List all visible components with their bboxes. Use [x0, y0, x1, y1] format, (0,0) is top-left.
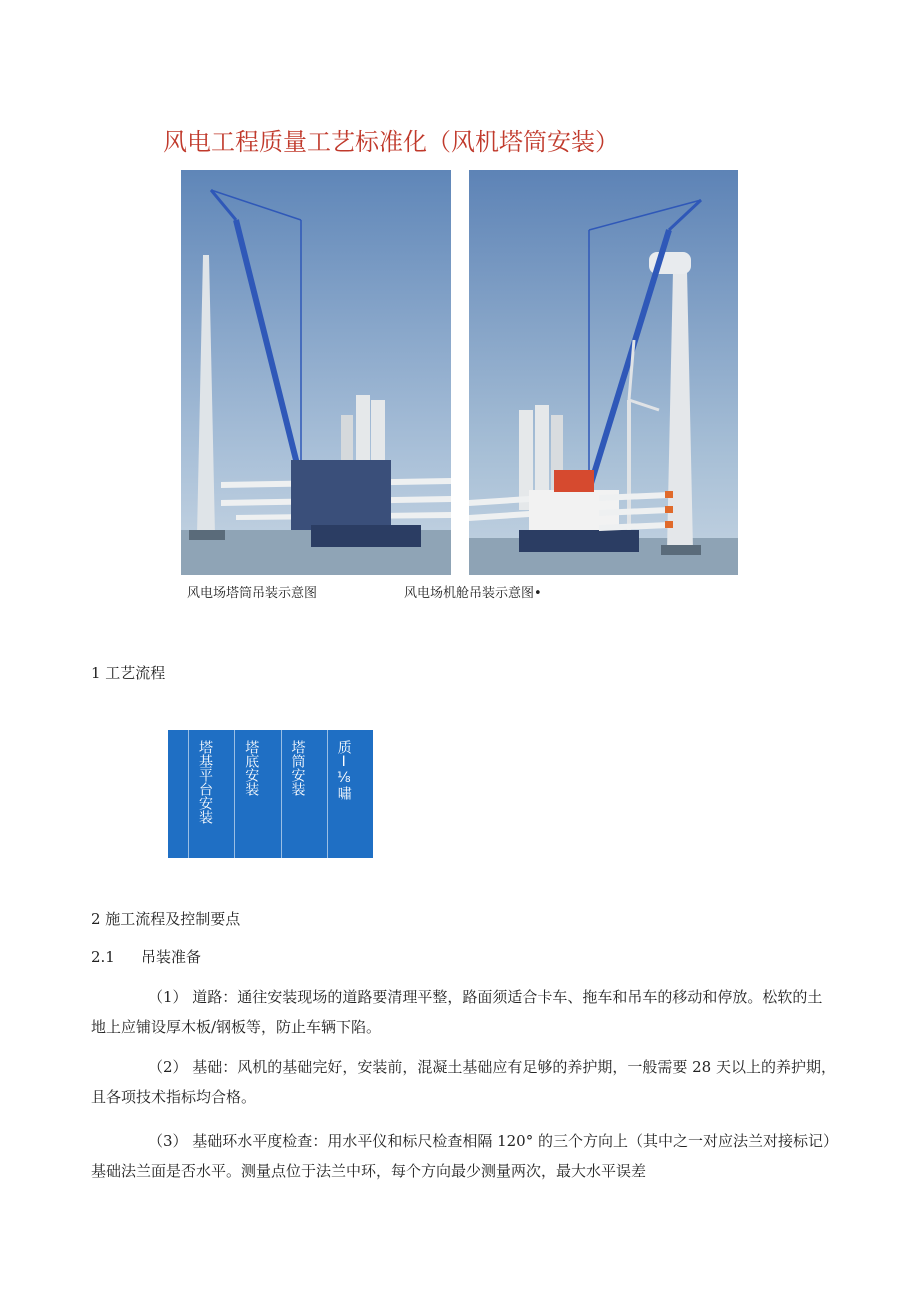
flow-step-2: 塔底安装	[235, 730, 281, 858]
page-title: 风电工程质量工艺标准化（风机塔筒安装）	[163, 128, 619, 156]
section-2-1-title: 吊装准备	[141, 948, 202, 966]
flow-step-1: 塔基平台安装	[188, 730, 235, 858]
tower-lifting-photo	[181, 170, 451, 575]
process-flow-diagram	[168, 730, 373, 858]
flow-step-3: 塔筒安装	[282, 730, 328, 858]
section-1-heading: 1 工艺流程	[91, 664, 166, 682]
nacelle-lifting-caption: 风电场机舱吊装示意图•	[404, 586, 542, 601]
paragraph-level-check: （3） 基础环水平度检查：用水平仪和标尺检查相隔 120° 的三个方向上（其中之一对应法兰对接标记）基础法兰面是否水平。测量点位于法兰中环，每个方向最少测量两次，最大水平误差	[91, 1132, 831, 1180]
nacelle-lifting-photo	[469, 170, 738, 575]
section-2-1-heading	[91, 946, 201, 967]
paragraph-foundation: （2） 基础：风机的基础完好，安装前，混凝土基础应有足够的养护期，一般需要 28 天以上的养护期，且各项技术指标均合格。	[91, 1058, 836, 1106]
flow-step-4: 质I⅛嘯	[335, 740, 352, 800]
section-2-heading: 2 施工流程及控制要点	[91, 910, 241, 928]
tower-lifting-caption: 风电场塔筒吊装示意图	[187, 586, 318, 601]
paragraph-road: （1） 道路：通往安装现场的道路要清理平整，路面须适合卡车、拖车和吊车的移动和停放。松软的土地上应铺设厚木板/钢板等，防止车辆下陷。	[91, 988, 823, 1036]
section-2-1-number: 2.1	[91, 948, 115, 966]
